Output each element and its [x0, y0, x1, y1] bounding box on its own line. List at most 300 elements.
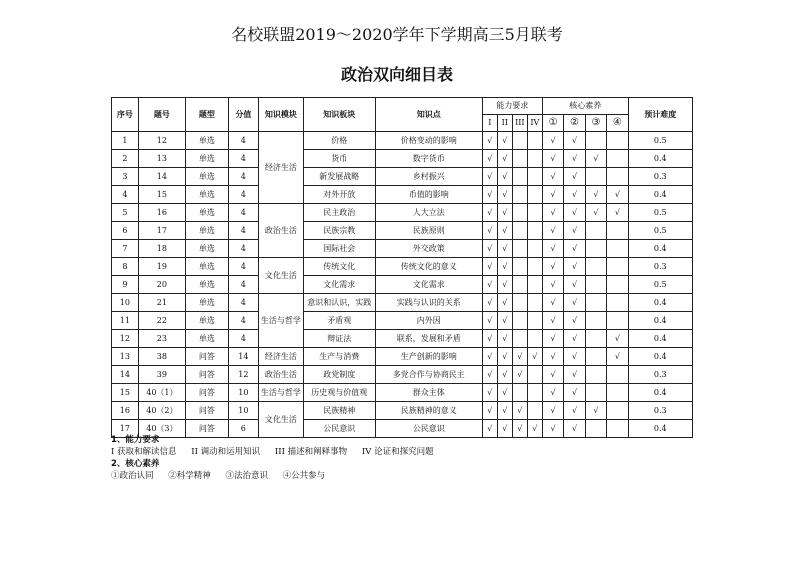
table-row	[112, 294, 693, 312]
knowledge-module: 文化生活	[258, 258, 303, 294]
ability-legend	[111, 446, 434, 458]
knowledge-block: 意识和认识，实践	[303, 294, 375, 312]
knowledge-module: 政治生活	[258, 204, 303, 258]
table-row	[112, 330, 693, 348]
question-number: 40（2）	[138, 402, 185, 420]
table-row	[112, 366, 693, 384]
question-type: 问答	[185, 402, 228, 420]
ability-check: √	[497, 132, 512, 150]
question-type: 单选	[185, 204, 228, 222]
literacy-check	[607, 276, 628, 294]
ability-check	[527, 150, 542, 168]
table-row	[112, 132, 693, 150]
literacy-check: √	[564, 132, 585, 150]
literacy-check: √	[564, 240, 585, 258]
ability-check: √	[512, 420, 527, 438]
header-block: 知识板块	[303, 98, 375, 132]
knowledge-point: 文化需求	[375, 276, 482, 294]
row-number: 5	[112, 204, 139, 222]
score-value: 4	[228, 276, 258, 294]
ability-level: I	[482, 115, 497, 132]
knowledge-point: 生产创新的影响	[375, 348, 482, 366]
literacy-check	[585, 258, 606, 276]
question-type: 单选	[185, 312, 228, 330]
literacy-check: √	[542, 348, 563, 366]
ability-check	[512, 312, 527, 330]
question-number: 19	[138, 258, 185, 276]
ability-check: √	[482, 330, 497, 348]
ability-check	[527, 276, 542, 294]
ability-level: II	[497, 115, 512, 132]
ability-check	[512, 384, 527, 402]
literacy-level: ③	[585, 115, 606, 132]
knowledge-point: 联系，发展和矛盾	[375, 330, 482, 348]
question-number: 22	[138, 312, 185, 330]
literacy-legend-item: ②科学精神	[168, 471, 211, 481]
ability-check	[527, 384, 542, 402]
literacy-check: √	[564, 258, 585, 276]
literacy-check	[585, 384, 606, 402]
score-value: 4	[228, 258, 258, 276]
literacy-check: √	[564, 384, 585, 402]
row-number: 12	[112, 330, 139, 348]
score-value: 14	[228, 348, 258, 366]
literacy-legend	[111, 470, 434, 482]
question-type: 问答	[185, 384, 228, 402]
knowledge-point: 民族精神的意义	[375, 402, 482, 420]
difficulty-value: 0.4	[628, 240, 692, 258]
ability-check	[512, 186, 527, 204]
table-row	[112, 258, 693, 276]
score-value: 4	[228, 132, 258, 150]
ability-check: √	[482, 186, 497, 204]
header-score: 分值	[228, 98, 258, 132]
ability-check: √	[482, 240, 497, 258]
literacy-check: √	[564, 294, 585, 312]
literacy-check	[585, 276, 606, 294]
question-number: 15	[138, 186, 185, 204]
question-type: 单选	[185, 276, 228, 294]
row-number: 9	[112, 276, 139, 294]
knowledge-block: 文化需求	[303, 276, 375, 294]
knowledge-block: 辩证法	[303, 330, 375, 348]
literacy-check	[607, 258, 628, 276]
table-title: 政治双向细目表	[340, 65, 453, 84]
knowledge-point: 外交政策	[375, 240, 482, 258]
literacy-check: √	[564, 312, 585, 330]
score-value: 4	[228, 186, 258, 204]
literacy-check: √	[542, 402, 563, 420]
ability-check: √	[482, 402, 497, 420]
question-type: 单选	[185, 150, 228, 168]
literacy-check	[585, 240, 606, 258]
literacy-check	[607, 312, 628, 330]
ability-check	[527, 258, 542, 276]
knowledge-block: 民族宗教	[303, 222, 375, 240]
literacy-check: √	[542, 312, 563, 330]
question-number: 13	[138, 150, 185, 168]
literacy-check: √	[542, 294, 563, 312]
ability-check: √	[482, 168, 497, 186]
document-title: 名校联盟2019～2020学年下学期高三5月联考	[231, 25, 563, 44]
literacy-check: √	[542, 240, 563, 258]
question-type: 问答	[185, 420, 228, 438]
difficulty-value: 0.5	[628, 222, 692, 240]
ability-check	[512, 294, 527, 312]
table-row	[112, 168, 693, 186]
question-type: 单选	[185, 258, 228, 276]
score-value: 12	[228, 366, 258, 384]
knowledge-point: 内外因	[375, 312, 482, 330]
score-value: 4	[228, 330, 258, 348]
header-literacy: 核心素养	[542, 98, 628, 115]
ability-level: IV	[527, 115, 542, 132]
score-value: 10	[228, 384, 258, 402]
knowledge-point: 币值的影响	[375, 186, 482, 204]
question-number: 40（3）	[138, 420, 185, 438]
ability-check: √	[482, 348, 497, 366]
literacy-check	[607, 294, 628, 312]
knowledge-point: 实践与认识的关系	[375, 294, 482, 312]
ability-check	[512, 222, 527, 240]
ability-check: √	[482, 222, 497, 240]
knowledge-block: 新发展战略	[303, 168, 375, 186]
literacy-check: √	[564, 276, 585, 294]
ability-check	[527, 222, 542, 240]
literacy-check: √	[542, 204, 563, 222]
knowledge-module: 政治生活	[258, 366, 303, 384]
ability-check: √	[497, 366, 512, 384]
difficulty-value: 0.4	[628, 186, 692, 204]
ability-check: √	[497, 294, 512, 312]
header-question: 题号	[138, 98, 185, 132]
ability-check: √	[497, 330, 512, 348]
question-type: 单选	[185, 222, 228, 240]
literacy-check: √	[564, 150, 585, 168]
literacy-check	[607, 150, 628, 168]
literacy-check: √	[585, 186, 606, 204]
literacy-check: √	[542, 168, 563, 186]
literacy-check: √	[542, 186, 563, 204]
score-value: 4	[228, 168, 258, 186]
question-number: 38	[138, 348, 185, 366]
ability-check: √	[482, 420, 497, 438]
table-row	[112, 150, 693, 168]
literacy-check	[607, 384, 628, 402]
row-number: 16	[112, 402, 139, 420]
row-number: 3	[112, 168, 139, 186]
literacy-check	[607, 402, 628, 420]
header-no: 序号	[112, 98, 139, 132]
knowledge-module: 生活与哲学	[258, 294, 303, 348]
ability-legend-item: I 获取和解读信息	[111, 447, 177, 457]
question-number: 40（1）	[138, 384, 185, 402]
literacy-check	[585, 348, 606, 366]
question-type: 问答	[185, 366, 228, 384]
table-row	[112, 348, 693, 366]
literacy-check	[607, 366, 628, 384]
ability-check: √	[497, 240, 512, 258]
score-value: 4	[228, 204, 258, 222]
table-row	[112, 186, 693, 204]
literacy-check: √	[542, 150, 563, 168]
difficulty-value: 0.4	[628, 348, 692, 366]
knowledge-module: 文化生活	[258, 402, 303, 438]
literacy-check	[585, 168, 606, 186]
knowledge-block: 矛盾观	[303, 312, 375, 330]
literacy-check: √	[585, 204, 606, 222]
knowledge-module: 经济生活	[258, 132, 303, 204]
ability-check	[512, 258, 527, 276]
literacy-check	[585, 312, 606, 330]
literacy-legend-item: ③法治意识	[225, 471, 268, 481]
ability-check: √	[497, 204, 512, 222]
ability-check: √	[497, 168, 512, 186]
knowledge-point: 数字货币	[375, 150, 482, 168]
literacy-check	[585, 132, 606, 150]
header-point: 知识点	[375, 98, 482, 132]
difficulty-value: 0.3	[628, 366, 692, 384]
score-value: 10	[228, 402, 258, 420]
knowledge-point: 群众主体	[375, 384, 482, 402]
ability-check: √	[482, 132, 497, 150]
row-number: 1	[112, 132, 139, 150]
question-number: 16	[138, 204, 185, 222]
knowledge-block: 民主政治	[303, 204, 375, 222]
literacy-check	[607, 132, 628, 150]
question-type: 单选	[185, 330, 228, 348]
score-value: 4	[228, 222, 258, 240]
ability-check: √	[497, 276, 512, 294]
table-row	[112, 240, 693, 258]
knowledge-module: 经济生活	[258, 348, 303, 366]
literacy-check: √	[607, 204, 628, 222]
question-number: 17	[138, 222, 185, 240]
question-type: 单选	[185, 240, 228, 258]
literacy-check	[585, 420, 606, 438]
row-number: 13	[112, 348, 139, 366]
literacy-check	[607, 240, 628, 258]
literacy-check: √	[542, 366, 563, 384]
ability-check	[512, 276, 527, 294]
ability-check: √	[497, 222, 512, 240]
question-type: 单选	[185, 294, 228, 312]
literacy-check: √	[542, 420, 563, 438]
ability-check	[527, 168, 542, 186]
row-number: 11	[112, 312, 139, 330]
difficulty-value: 0.5	[628, 204, 692, 222]
difficulty-value: 0.4	[628, 420, 692, 438]
knowledge-block: 历史观与价值观	[303, 384, 375, 402]
ability-legend-item: III 描述和阐释事物	[274, 447, 348, 457]
ability-check: √	[497, 150, 512, 168]
ability-check: √	[497, 420, 512, 438]
ability-check: √	[512, 402, 527, 420]
knowledge-block: 生产与消费	[303, 348, 375, 366]
literacy-level: ④	[607, 115, 628, 132]
difficulty-value: 0.3	[628, 168, 692, 186]
question-number: 18	[138, 240, 185, 258]
knowledge-block: 传统文化	[303, 258, 375, 276]
ability-legend-item: II 调动和运用知识	[191, 447, 261, 457]
ability-check	[527, 366, 542, 384]
literacy-check: √	[564, 366, 585, 384]
literacy-legend-item: ①政治认同	[111, 471, 154, 481]
score-value: 4	[228, 294, 258, 312]
ability-legend-item: IV 论证和探究问题	[361, 447, 434, 457]
question-number: 39	[138, 366, 185, 384]
table-row	[112, 222, 693, 240]
ability-check: √	[482, 384, 497, 402]
literacy-check	[607, 168, 628, 186]
literacy-check: √	[564, 204, 585, 222]
ability-check	[512, 168, 527, 186]
literacy-check: √	[542, 384, 563, 402]
difficulty-value: 0.4	[628, 150, 692, 168]
ability-check: √	[482, 312, 497, 330]
table-row	[112, 312, 693, 330]
ability-check: √	[482, 366, 497, 384]
ability-check: √	[512, 348, 527, 366]
ability-check: √	[497, 186, 512, 204]
literacy-check	[607, 222, 628, 240]
table-row	[112, 276, 693, 294]
score-value: 6	[228, 420, 258, 438]
table-row	[112, 204, 693, 222]
ability-check	[512, 132, 527, 150]
knowledge-block: 政党制度	[303, 366, 375, 384]
literacy-check: √	[564, 402, 585, 420]
row-number: 17	[112, 420, 139, 438]
literacy-check: √	[564, 348, 585, 366]
question-type: 问答	[185, 348, 228, 366]
literacy-check: √	[585, 402, 606, 420]
literacy-check	[585, 366, 606, 384]
ability-check	[527, 240, 542, 258]
ability-check	[512, 204, 527, 222]
difficulty-value: 0.4	[628, 312, 692, 330]
literacy-legend-item: ④公共参与	[282, 471, 326, 481]
knowledge-block: 公民意识	[303, 420, 375, 438]
ability-check	[527, 294, 542, 312]
literacy-check: √	[542, 132, 563, 150]
literacy-check: √	[564, 330, 585, 348]
literacy-check	[585, 222, 606, 240]
difficulty-value: 0.5	[628, 276, 692, 294]
row-number: 15	[112, 384, 139, 402]
question-type: 单选	[185, 168, 228, 186]
ability-check: √	[482, 294, 497, 312]
difficulty-value: 0.4	[628, 384, 692, 402]
ability-check: √	[482, 204, 497, 222]
question-type: 单选	[185, 186, 228, 204]
ability-level: III	[512, 115, 527, 132]
row-number: 4	[112, 186, 139, 204]
row-number: 10	[112, 294, 139, 312]
question-number: 23	[138, 330, 185, 348]
difficulty-value: 0.3	[628, 402, 692, 420]
ability-check	[512, 150, 527, 168]
row-number: 2	[112, 150, 139, 168]
knowledge-module: 生活与哲学	[258, 384, 303, 402]
ability-check	[527, 132, 542, 150]
score-value: 4	[228, 240, 258, 258]
row-number: 14	[112, 366, 139, 384]
ability-check: √	[497, 384, 512, 402]
literacy-check: √	[542, 276, 563, 294]
knowledge-block: 对外开放	[303, 186, 375, 204]
table-row	[112, 384, 693, 402]
literacy-check: √	[542, 222, 563, 240]
table-body	[112, 132, 693, 438]
literacy-check: √	[607, 330, 628, 348]
ability-check: √	[482, 150, 497, 168]
ability-check	[527, 330, 542, 348]
ability-check: √	[497, 312, 512, 330]
knowledge-block: 民族精神	[303, 402, 375, 420]
literacy-check	[585, 330, 606, 348]
ability-legend-heading: 1、能力要求	[111, 435, 160, 445]
knowledge-block: 货币	[303, 150, 375, 168]
knowledge-point: 公民意识	[375, 420, 482, 438]
literacy-check: √	[542, 258, 563, 276]
ability-check: √	[527, 348, 542, 366]
difficulty-value: 0.4	[628, 330, 692, 348]
knowledge-point: 价格变动的影响	[375, 132, 482, 150]
literacy-level: ①	[542, 115, 563, 132]
table-row	[112, 402, 693, 420]
score-value: 4	[228, 312, 258, 330]
knowledge-block: 国际社会	[303, 240, 375, 258]
question-number: 21	[138, 294, 185, 312]
ability-check	[512, 330, 527, 348]
row-number: 7	[112, 240, 139, 258]
knowledge-point: 人大立法	[375, 204, 482, 222]
ability-check: √	[482, 258, 497, 276]
ability-check	[512, 240, 527, 258]
header-ability: 能力要求	[482, 98, 542, 115]
question-number: 14	[138, 168, 185, 186]
ability-check: √	[497, 258, 512, 276]
ability-check	[527, 204, 542, 222]
ability-check	[527, 402, 542, 420]
row-number: 6	[112, 222, 139, 240]
ability-check: √	[497, 348, 512, 366]
difficulty-value: 0.3	[628, 258, 692, 276]
header-difficulty: 预计难度	[628, 98, 692, 132]
ability-check	[527, 312, 542, 330]
difficulty-value: 0.4	[628, 294, 692, 312]
literacy-check: √	[564, 222, 585, 240]
question-number: 20	[138, 276, 185, 294]
ability-check	[527, 186, 542, 204]
ability-check: √	[497, 402, 512, 420]
question-number: 12	[138, 132, 185, 150]
literacy-check	[607, 420, 628, 438]
literacy-check	[585, 294, 606, 312]
literacy-check: √	[607, 186, 628, 204]
literacy-check: √	[607, 348, 628, 366]
score-value: 4	[228, 150, 258, 168]
knowledge-point: 民族原则	[375, 222, 482, 240]
knowledge-point: 多党合作与协商民主	[375, 366, 482, 384]
spec-table	[111, 97, 693, 438]
literacy-legend-heading: 2、核心素养	[111, 459, 160, 469]
literacy-check: √	[564, 168, 585, 186]
notes	[111, 434, 434, 482]
literacy-check: √	[564, 186, 585, 204]
difficulty-value: 0.5	[628, 132, 692, 150]
